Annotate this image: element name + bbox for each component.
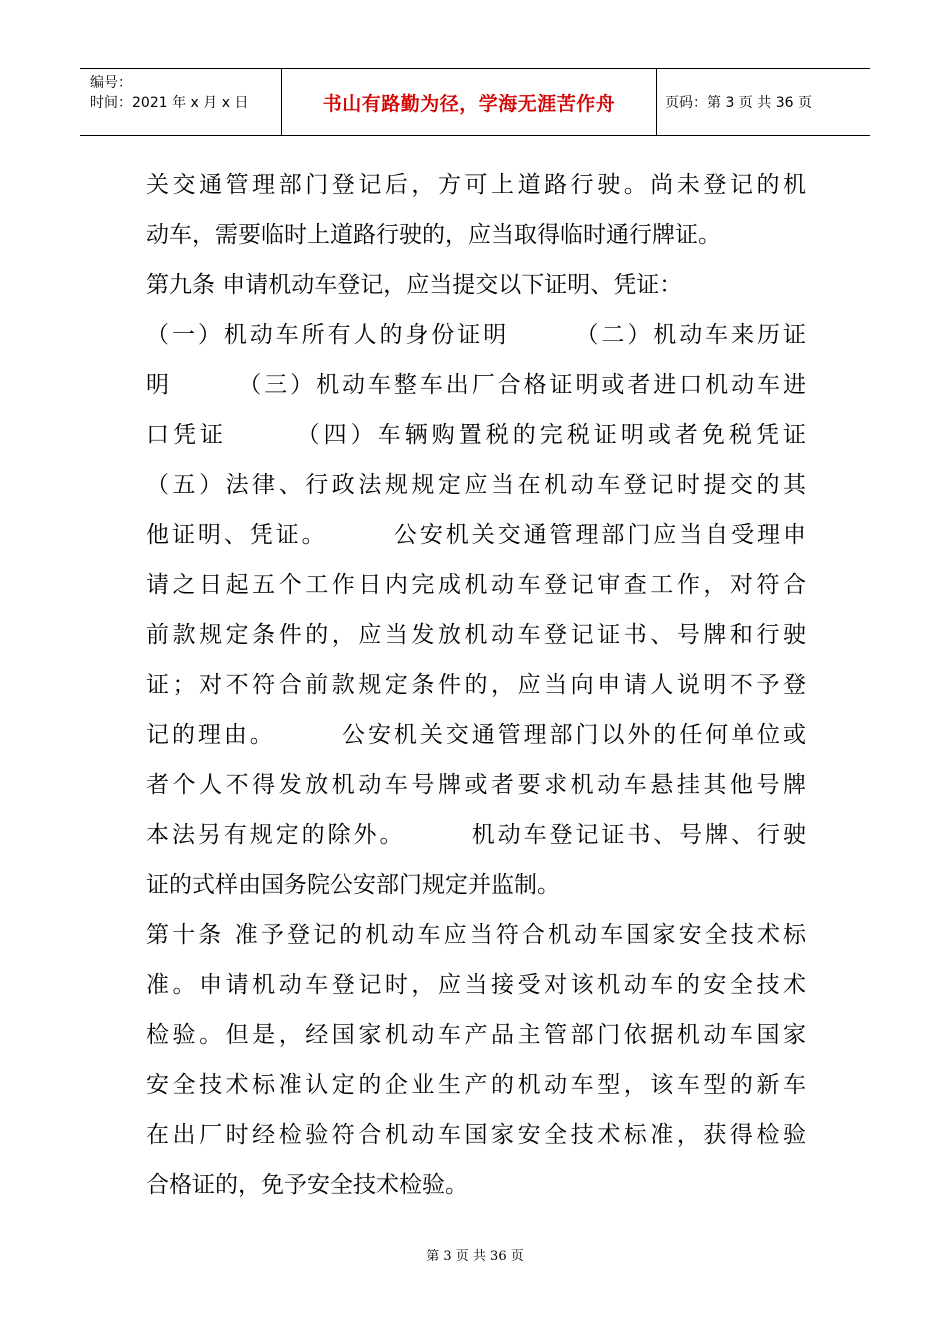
- page-footer: [0, 1245, 950, 1264]
- page-header: [80, 68, 870, 136]
- body-line: 证的式样由国务院公安部门规定并监制。: [146, 872, 560, 898]
- body-line: 者个人不得发放机动车号牌或者要求机动车悬挂其他号牌: [146, 772, 806, 798]
- body-line: 在出厂时经检验符合机动车国家安全技术标准，获得检验: [146, 1122, 806, 1148]
- number-label: 编号：: [90, 75, 132, 91]
- header-page-code-cell: [657, 69, 870, 135]
- body-line: 记的理由。 公安机关交通管理部门以外的任何单位或: [146, 722, 806, 748]
- body-line: 动车，需要临时上道路行驶的，应当取得临时通行牌证。: [146, 222, 721, 248]
- body-line: 第十条 准予登记的机动车应当符合机动车国家安全技术标: [146, 922, 806, 948]
- body-line: 口凭证 （四）车辆购置税的完税证明或者免税凭证: [146, 422, 806, 448]
- body-line: 本法另有规定的除外。 机动车登记证书、号牌、行驶: [146, 822, 806, 848]
- header-meta: [80, 69, 282, 135]
- body-line: （一）机动车所有人的身份证明 （二）机动车来历证: [146, 322, 806, 348]
- header-motto-cell: [282, 69, 657, 135]
- body-line: 明 （三）机动车整车出厂合格证明或者进口机动车进: [146, 372, 806, 398]
- page-code: 页码：第 3 页 共 36 页: [665, 95, 812, 111]
- body-line: 合格证的，免予安全技术检验。: [146, 1172, 468, 1198]
- page-footer-text: 第 3 页 共 36 页: [426, 1249, 524, 1264]
- body-line: 检验。但是，经国家机动车产品主管部门依据机动车国家: [146, 1022, 806, 1048]
- body-line: 前款规定条件的，应当发放机动车登记证书、号牌和行驶: [146, 622, 806, 648]
- body-line: 证；对不符合前款规定条件的，应当向申请人说明不予登: [146, 672, 806, 698]
- body-line: 他证明、凭证。 公安机关交通管理部门应当自受理申: [146, 522, 806, 548]
- document-body: [146, 160, 806, 1210]
- body-line: 准。申请机动车登记时，应当接受对该机动车的安全技术: [146, 972, 806, 998]
- body-line: 请之日起五个工作日内完成机动车登记审查工作，对符合: [146, 572, 806, 598]
- body-line: 第九条 申请机动车登记，应当提交以下证明、凭证：: [146, 272, 683, 298]
- header-motto: 书山有路勤为径，学海无涯苦作舟: [322, 92, 616, 115]
- time-label: 时间：2021 年 x 月 x 日: [90, 95, 249, 111]
- body-line: 安全技术标准认定的企业生产的机动车型，该车型的新车: [146, 1072, 806, 1098]
- body-line: （五）法律、行政法规规定应当在机动车登记时提交的其: [146, 472, 806, 498]
- body-line: 关交通管理部门登记后，方可上道路行驶。尚未登记的机: [146, 172, 806, 198]
